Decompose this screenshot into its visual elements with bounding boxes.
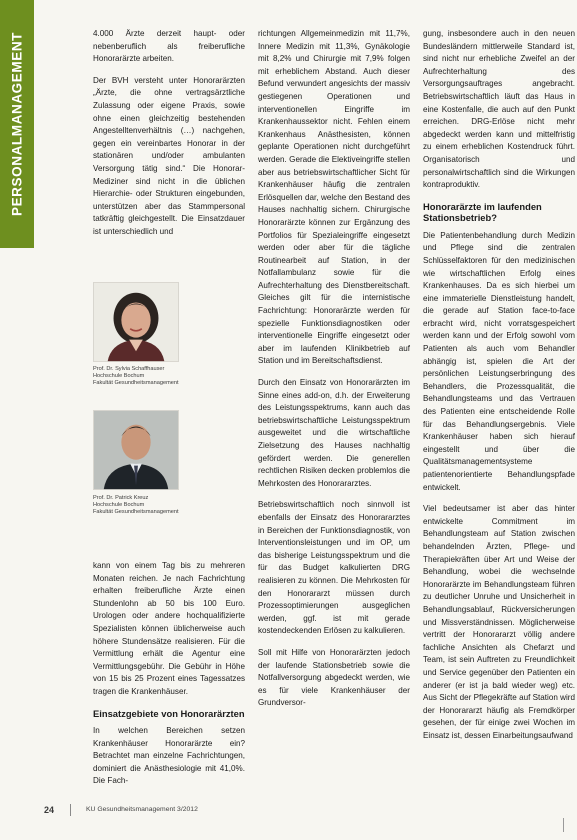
section-heading: Einsatzgebiete von Honorarärzten — [93, 707, 245, 719]
author-photo-man — [93, 410, 179, 490]
section-heading: Honorarärzte im laufenden Stationsbetrieb? — [423, 200, 542, 224]
paragraph: 4.000 Ärzte derzeit haupt- oder nebenberuflich als freiberufliche Honorarärzte arbeiten. — [93, 29, 245, 64]
paragraph: In welchen Bereichen setzen Krankenhäuser Honorarärzte ein? Betrachtet man einzelne Fachrichtungen, dominiert die Anästhesiologie mit 41,0%. Die Fach- — [93, 726, 245, 786]
article-column-2 — [258, 28, 410, 768]
journal-name: KU Gesundheitsmanagement 3/2012 — [86, 806, 198, 813]
caption-name: Prof. Dr. Patrick Kreuz — [93, 495, 149, 501]
caption-affiliation: Hochschule Bochum — [93, 502, 145, 509]
article-column-3 — [423, 28, 575, 768]
footer-divider — [70, 804, 71, 816]
paragraph: gung, insbesondere auch in den neuen Bundesländern mittlerweile Standard ist, sind nicht nur erhebliche Zweifel an der Aufrechterhaltung des Versorgungsauftrages angebracht. Betriebswirtschaftlich läuft das Haus in eine Kostenfalle, die auch auf den Punkt erreichen. DRG-Erlöse nicht mehr abgedeckt werden kann und mittelfristig zu einem erheblichen Kostendruck führt. Organisatorisch und personalwirtschaftlich sind die Wirkungen kontraproduktiv. — [423, 29, 575, 190]
caption-name: Prof. Dr. Sylvia Schaffhauser — [93, 366, 165, 372]
paragraph: Die Patientenbehandlung durch Medizin und Pflege sind die zentralen Schlüsselfaktoren für den medizinischen wie wirtschaftlichen Erfolg eines Krankenhauses. Da es sich hierbei um eine immaterielle Dienstleistung handelt, die gerade auf Station face-to-face erbracht wird, nicht vorratsgespeichert werden kann und der Erfolg sowohl vom Patienten als auch vom Behandler abhängig ist, spielen die Art der persönlichen Leistungserbringung des Behandlers, die Prozessqualität, die Behandlungsteams und das Vertrauen des Patienten eine entscheidende Rolle für das Behandlungsergebnis. Viele Krankenhäuser haben sich hierauf eingestellt und über die Qualitätsmanagementsysteme patientenorientierte Behandlungspfade entwickelt. — [423, 230, 575, 492]
caption-affiliation: Hochschule Bochum — [93, 373, 145, 380]
article-column-1-top — [93, 28, 245, 284]
photo-caption-1 — [93, 366, 253, 388]
paragraph: Durch den Einsatz von Honorarärzten im Sinne eines add-on, d.h. der Erweiterung des Leistungsspektrums, kann auch das betriebswirtschaftliche Leistungsspektrum ausgeweitet und die wirtschaftliche Zielsetzung des Hauses nachhaltig gefördert werden. Die generellen rechtlichen Risiken decken problemlos die Mehrkosten des Honorararztes. — [258, 378, 410, 488]
paragraph: Viel bedeutsamer ist aber das hinter entwickelte Commitment im Behandlungsteam auf Station zwischen behandelnden Ärzten, Pflege- und Therapiekräften über Art und Weise der Behandlung, wobei die wechselnde Honorarärzte im Behandlungsteam führen zu deutlicher Unruhe und Unsicherheit in Behandlungsablauf, Rückversicherungen und Missverständnissen. Möglicherweise vertritt der Honorararzt völlig andere fachliche Ansichten als Chefarzt und Team, ist sein Auftreten zu Freundlichkeit und Service gegenüber den Patienten ein anderer (er ist ja bald wieder weg) etc. Aus Sicht der Pflegekräfte auf Station wird der Honorararzt häufig als Fremdkörper gesehen, der für einige zwei Wochen im Einsatz ist, dessen Einarbeitungsaufwand — [423, 504, 575, 740]
paragraph: Betriebswirtschaftlich noch sinnvoll ist ebenfalls der Einsatz des Honorararztes in Bereichen der Funktionsdiagnostik, von Interventionsleistungen und im OP, um das bisherige Leistungsspektrum und die für das Budget kalkulierten DRG realisieren zu können. Die Mehrkosten für den Honorararzt müssen durch Prozessoptimierungen ausgeglichen werden, ggf. ist mit gerade kostendeckenden Erlösen zu kalkulieren. — [258, 500, 410, 636]
portrait-woman-image — [94, 283, 178, 361]
portrait-man-image — [94, 411, 178, 489]
paragraph: Soll mit Hilfe von Honorarärzten jedoch der laufende Stationsbetrieb sowie die Notfallversorgung abgedeckt werden, wie es für viele Krankenhäuser der Grundversor- — [258, 647, 410, 708]
author-photo-woman — [93, 282, 179, 362]
paragraph: kann von einem Tag bis zu mehreren Monaten reichen. Je nach Fachrichtung erhalten freiberufliche Ärzte einen Stundenlohn ab 50 bis 100 Euro. Urologen oder andere hochqualifizierte Spezialisten können üblicherweise auch höhere Stundensätze realisieren. Für die Vermittlung erhält die Agentur eine Vermittlungsgebühr. Die Gebühr in Höhe von 15 bis 25 Prozent eines Tagessatzes tragen die Krankenhäuser. — [93, 561, 245, 696]
article-column-1-bottom — [93, 560, 245, 786]
photo-caption-2 — [93, 495, 253, 517]
paragraph: richtungen Allgemeinmedizin mit 11,7%, Innere Medizin mit 11,3%, Gynäkologie mit 8,2% und Chirurgie mit 7,9% folgen mit erheblichem Abstand. Auch dieser Befund verwundert angesichts der massiv gestiegenen Operationen und interventionellen Eingriffe im Krankenhaussektor nicht. Fehlen einem Krankenhaus Anästhesisten, können geplante Operationen nicht durchgeführt werden. Gerade die Elektiveingriffe stellen aber aus betriebswirtschaftlicher Sicht für Krankenhäuser häufig die zentralen Erlösquellen dar, welche den Bestand des Hauses nachhaltig sichern. Chirurgische Honorarärzte können zur Ergänzung des Portfolios für Spezialeingriffe eingesetzt werden oder aber für die tägliche Routinearbeit auf Station, in der Notfallambulanz sowie für die Aufrechterhaltung des Dienstbereitschaft. Gleiches gilt für die internistische Fachrichtung: Honorarärzte werden für spezielle Funktionsdiagnostiken oder interventionelle Eingriffe eingesetzt oder aber im laufenden Klinikbetrieb auf Station und im Bereitschaftsdienst. — [258, 29, 410, 366]
section-sidebar-bar — [0, 0, 34, 248]
paragraph: Der BVH versteht unter Honorarärzten „Ärzte, die ohne vertragsärztliche Zulassung oder eigene Praxis, sowie ohne einen gleichzeitig bestehenden Angestelltenverhältnis (…) nachgehen, gegen ein vereinbartes Honorar in der stationären und/oder ambulanten Versorgung tätig sind.“ Die Honorar-Mediziner sind nicht in die üblichen Hierarchie- oder Strukturen eingebunden, unterstützen aber das Stammpersonal tatkräftig gleichgestellt. Die Einsatzdauer ist unterschiedlich und — [93, 75, 245, 236]
page-footer — [0, 800, 577, 840]
caption-department: Fakultät Gesundheitsmanagement — [93, 509, 179, 516]
page-corner-mark — [563, 818, 571, 832]
caption-department: Fakultät Gesundheitsmanagement — [93, 380, 179, 387]
page-number: 24 — [44, 805, 55, 815]
section-label: PERSONALMANAGEMENT — [9, 31, 25, 217]
